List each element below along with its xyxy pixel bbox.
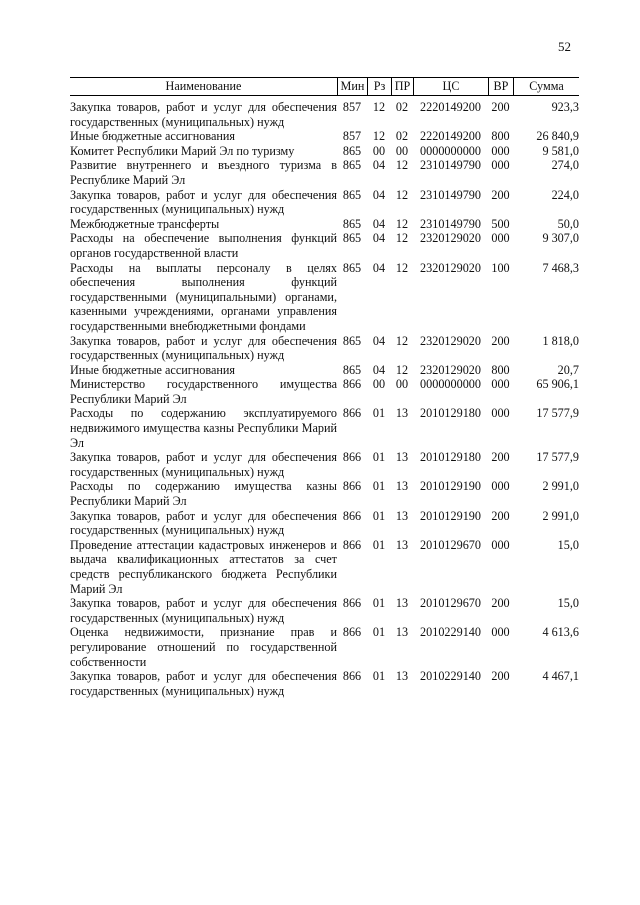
- cell-name: Закупка товаров, работ и услуг для обеспечения государственных (муниципальных) нужд: [70, 669, 337, 698]
- cell-rz: 04: [372, 362, 386, 377]
- table-row: [70, 596, 579, 625]
- cell-pr: 02: [395, 129, 409, 144]
- cell-vr: 200: [491, 669, 510, 684]
- table-row: [70, 406, 579, 450]
- table-row: [70, 261, 579, 334]
- cell-rz: 01: [372, 625, 386, 640]
- table-row: [70, 625, 579, 669]
- cell-vr: 000: [491, 625, 510, 640]
- table-row: [70, 669, 579, 698]
- cell-name: Закупка товаров, работ и услуг для обеспечения государственных (муниципальных) нужд: [70, 596, 337, 625]
- cell-cs: 2320129020: [420, 362, 481, 377]
- table-row: [70, 363, 579, 378]
- cell-rz: 01: [372, 406, 386, 421]
- header-min: Мин: [338, 78, 368, 95]
- cell-name: Иные бюджетные ассигнования: [70, 129, 236, 144]
- table-row: [70, 144, 579, 159]
- cell-min: 865: [342, 333, 362, 348]
- table-row: [70, 129, 579, 144]
- cell-sum: 2 991,0: [542, 479, 579, 494]
- cell-cs: 2010129180: [420, 450, 481, 465]
- header-sum: Сумма: [529, 79, 564, 93]
- cell-sum: 17 577,9: [536, 406, 579, 421]
- cell-vr: 000: [491, 377, 510, 392]
- table-header: [70, 77, 579, 96]
- cell-vr: 500: [491, 216, 510, 231]
- cell-vr: 000: [491, 231, 510, 246]
- cell-cs: 2010129190: [420, 508, 481, 523]
- cell-min: 865: [342, 158, 362, 173]
- cell-rz: 04: [372, 231, 386, 246]
- cell-min: 866: [342, 406, 362, 421]
- cell-pr: 12: [395, 187, 409, 202]
- cell-sum: 50,0: [557, 216, 579, 231]
- cell-pr: 13: [395, 596, 409, 611]
- cell-pr: 13: [395, 537, 409, 552]
- cell-sum: 224,0: [551, 187, 579, 202]
- header-rz: Рз: [368, 78, 392, 95]
- table-row: [70, 377, 579, 406]
- cell-cs: 2220149200: [420, 129, 481, 144]
- cell-pr: 13: [395, 625, 409, 640]
- cell-rz: 01: [372, 450, 386, 465]
- cell-cs: 2310149790: [420, 216, 481, 231]
- cell-cs: 2010129670: [420, 596, 481, 611]
- cell-rz: 00: [372, 377, 386, 392]
- cell-min: 866: [342, 537, 362, 552]
- table-row: [70, 450, 579, 479]
- cell-vr: 200: [491, 100, 510, 114]
- cell-pr: 00: [395, 377, 409, 392]
- table-row: [70, 231, 579, 260]
- cell-min: 865: [342, 143, 362, 158]
- cell-sum: 65 906,1: [536, 377, 579, 392]
- cell-pr: 02: [395, 100, 409, 114]
- cell-pr: 13: [395, 669, 409, 684]
- cell-min: 865: [342, 216, 362, 231]
- cell-cs: 2010129180: [420, 406, 481, 421]
- cell-vr: 000: [491, 537, 510, 552]
- cell-vr: 800: [491, 362, 510, 377]
- cell-rz: 00: [372, 143, 386, 158]
- cell-sum: 20,7: [557, 362, 579, 377]
- cell-pr: 12: [395, 333, 409, 348]
- cell-vr: 200: [491, 508, 510, 523]
- cell-sum: 4 467,1: [542, 669, 579, 684]
- cell-vr: 200: [491, 333, 510, 348]
- cell-name: Закупка товаров, работ и услуг для обеспечения государственных (муниципальных) нужд: [70, 508, 337, 538]
- cell-pr: 00: [395, 143, 409, 158]
- cell-cs: 2320129020: [420, 333, 481, 348]
- cell-rz: 12: [372, 129, 386, 144]
- cell-pr: 12: [395, 216, 409, 231]
- cell-pr: 12: [395, 260, 409, 275]
- cell-rz: 04: [372, 187, 386, 202]
- cell-pr: 13: [395, 508, 409, 523]
- table-row: [70, 479, 579, 508]
- cell-name: Закупка товаров, работ и услуг для обеспечения государственных (муниципальных) нужд: [70, 187, 337, 217]
- cell-name: Расходы на выплаты персоналу в целях обеспечения выполнения функций государственными (муниципальными) органами, казенными учреждениями, органами управления государственными внебюджетными фондами: [70, 260, 337, 333]
- cell-name: Комитет Республики Марий Эл по туризму: [70, 143, 295, 158]
- cell-name: Расходы по содержанию имущества казны Республики Марий Эл: [70, 479, 337, 509]
- cell-name: Закупка товаров, работ и услуг для обеспечения государственных (муниципальных) нужд: [70, 100, 337, 129]
- table-row: [70, 158, 579, 187]
- cell-sum: 9 307,0: [542, 231, 579, 246]
- cell-name: Расходы на обеспечение выполнения функций органов государственной власти: [70, 231, 337, 260]
- cell-min: 866: [342, 625, 362, 640]
- cell-name: Оценка недвижимости, признание прав и регулирование отношений по государственной собственности: [70, 625, 337, 669]
- table-body: [70, 96, 579, 698]
- cell-min: 866: [342, 508, 362, 523]
- cell-vr: 800: [491, 129, 510, 144]
- header-vr: ВР: [489, 78, 514, 95]
- cell-cs: 2010229140: [420, 625, 481, 640]
- cell-min: 866: [342, 450, 362, 465]
- table-row: [70, 334, 579, 363]
- cell-name: Межбюджетные трансферты: [70, 216, 220, 231]
- cell-sum: 274,0: [551, 158, 579, 173]
- cell-min: 865: [342, 231, 362, 246]
- cell-sum: 15,0: [557, 537, 579, 552]
- cell-rz: 01: [372, 479, 386, 494]
- cell-cs: 2320129020: [420, 260, 481, 275]
- cell-rz: 12: [372, 100, 386, 114]
- cell-sum: 2 991,0: [542, 508, 579, 523]
- cell-sum: 26 840,9: [536, 129, 579, 144]
- cell-rz: 01: [372, 596, 386, 611]
- cell-pr: 13: [395, 406, 409, 421]
- cell-vr: 000: [491, 406, 510, 421]
- cell-vr: 000: [491, 158, 510, 173]
- cell-sum: 923,3: [551, 100, 579, 114]
- cell-min: 857: [342, 100, 362, 114]
- cell-min: 857: [342, 129, 362, 144]
- cell-cs: 2010129190: [420, 479, 481, 494]
- cell-cs: 2220149200: [420, 100, 481, 114]
- cell-pr: 12: [395, 362, 409, 377]
- cell-name: Закупка товаров, работ и услуг для обеспечения государственных (муниципальных) нужд: [70, 333, 337, 363]
- cell-pr: 12: [395, 231, 409, 246]
- table-row: [70, 217, 579, 232]
- cell-cs: 0000000000: [420, 143, 481, 158]
- cell-name: Развитие внутреннего и въездного туризма в Республике Марий Эл: [70, 158, 337, 187]
- header-name: Наименование: [70, 78, 338, 95]
- budget-table: [70, 77, 579, 698]
- table-row: [70, 509, 579, 538]
- cell-min: 866: [342, 377, 362, 392]
- cell-name: Расходы по содержанию эксплуатируемого недвижимого имущества казны Республики Марий Эл: [70, 406, 337, 450]
- cell-rz: 01: [372, 537, 386, 552]
- page-number: 52: [558, 39, 571, 54]
- cell-cs: 2310149790: [420, 158, 481, 173]
- cell-name: Иные бюджетные ассигнования: [70, 362, 236, 377]
- cell-pr: 13: [395, 450, 409, 465]
- header-pr: ПР: [392, 78, 414, 95]
- cell-min: 866: [342, 596, 362, 611]
- cell-cs: 0000000000: [420, 377, 481, 392]
- cell-vr: 200: [491, 450, 510, 465]
- cell-min: 865: [342, 260, 362, 275]
- cell-min: 866: [342, 669, 362, 684]
- cell-min: 866: [342, 479, 362, 494]
- cell-cs: 2010229140: [420, 669, 481, 684]
- cell-name: Министерство государственного имущества Республики Марий Эл: [70, 377, 337, 406]
- cell-sum: 7 468,3: [542, 260, 579, 275]
- cell-min: 865: [342, 187, 362, 202]
- cell-sum: 1 818,0: [542, 333, 579, 348]
- cell-cs: 2320129020: [420, 231, 481, 246]
- cell-vr: 100: [491, 260, 510, 275]
- cell-sum: 4 613,6: [542, 625, 579, 640]
- cell-vr: 000: [491, 143, 510, 158]
- cell-cs: 2010129670: [420, 537, 481, 552]
- cell-pr: 12: [395, 158, 409, 173]
- cell-name: Закупка товаров, работ и услуг для обеспечения государственных (муниципальных) нужд: [70, 450, 337, 479]
- cell-rz: 01: [372, 508, 386, 523]
- table-row: [70, 188, 579, 217]
- cell-vr: 000: [491, 479, 510, 494]
- header-cs: ЦС: [414, 78, 489, 95]
- cell-vr: 200: [491, 187, 510, 202]
- cell-sum: 17 577,9: [536, 450, 579, 465]
- cell-name: Проведение аттестации кадастровых инженеров и выдача квалификационных аттестатов за счет средств республиканского бюджета Республики Марий Эл: [70, 537, 337, 596]
- cell-sum: 15,0: [557, 596, 579, 611]
- cell-rz: 04: [372, 158, 386, 173]
- cell-rz: 01: [372, 669, 386, 684]
- cell-pr: 13: [395, 479, 409, 494]
- cell-cs: 2310149790: [420, 187, 481, 202]
- cell-vr: 200: [491, 596, 510, 611]
- table-row: [70, 100, 579, 129]
- cell-sum: 9 581,0: [542, 143, 579, 158]
- cell-rz: 04: [372, 333, 386, 348]
- cell-rz: 04: [372, 216, 386, 231]
- cell-min: 865: [342, 362, 362, 377]
- cell-rz: 04: [372, 260, 386, 275]
- table-row: [70, 538, 579, 596]
